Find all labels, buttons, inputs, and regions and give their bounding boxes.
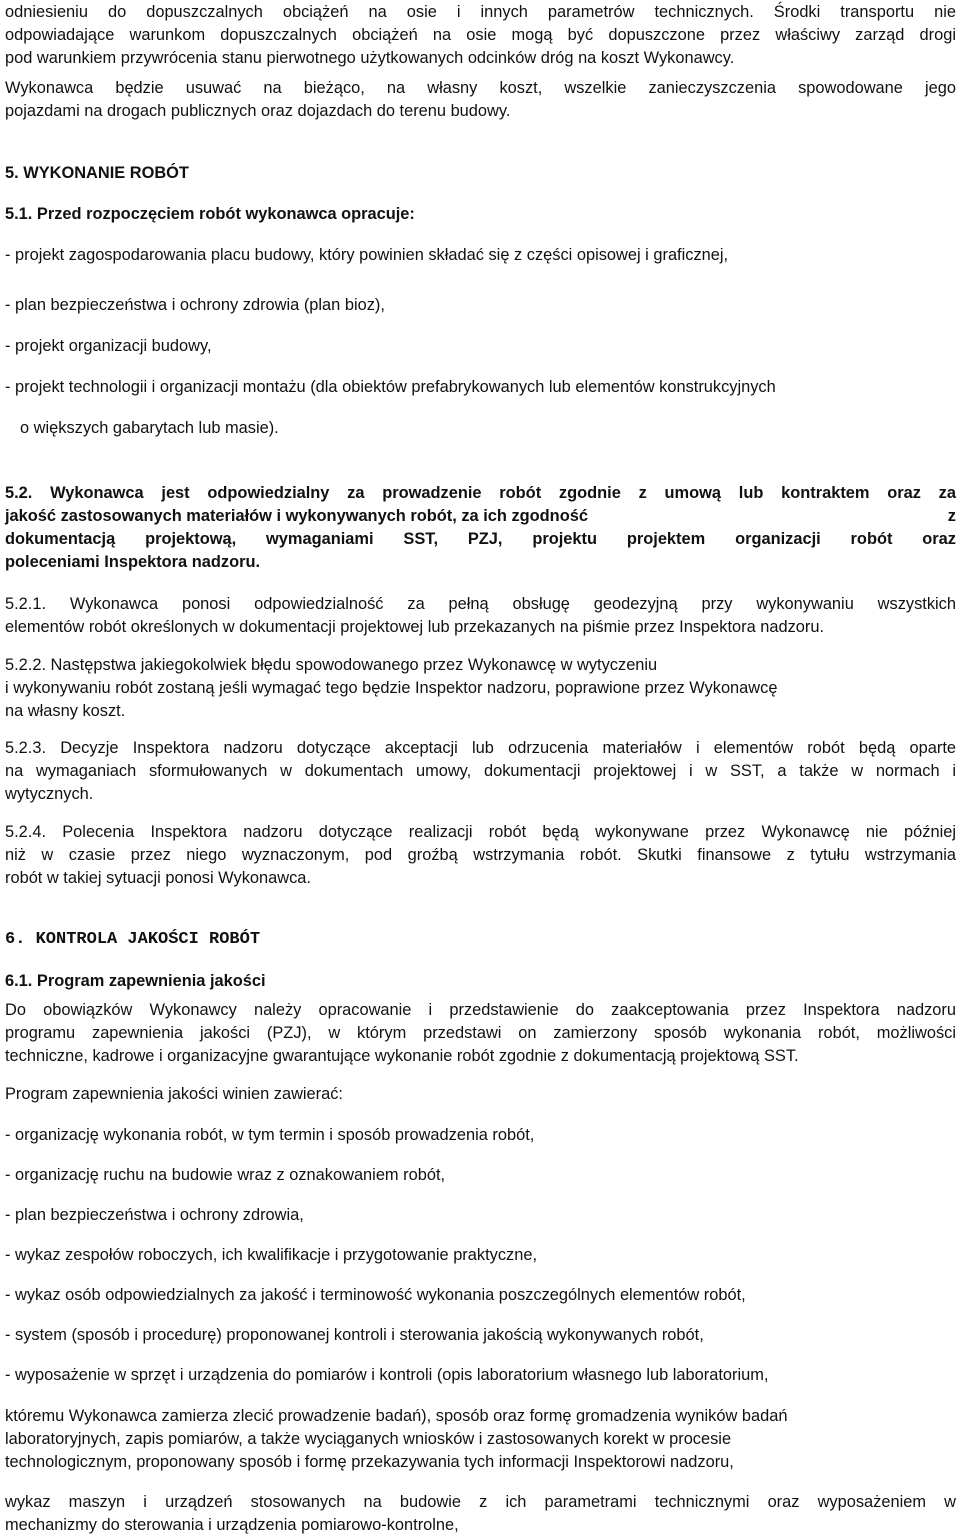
machines-line: wykaz maszyn i urządzeń stosowanych na budowie z ich parametrami technicznymi oraz wyposażeniem w: [5, 1493, 956, 1511]
s521-line: elementów robót określonych w dokumentacji projektowej lub przekazanych na piśmie przez Inspektora nadzoru.: [5, 618, 825, 636]
s61-line: programu zapewnienia jakości (PZJ), w którym przedstawi on zamierzony sposób wykonania robót, możliwości: [5, 1024, 956, 1042]
section-5-2-paragraph: [5, 482, 956, 574]
s52-line: dokumentacją projektową, wymaganiami SST, PZJ, projektu projektem organizacji robót oraz: [5, 530, 956, 548]
section-5-2-2-paragraph: [5, 654, 956, 723]
lab-line: któremu Wykonawca zamierza zlecić prowadzenie badań), sposób oraz formę gromadzenia wyników badań: [5, 1407, 788, 1425]
s524-line: 5.2.4. Polecenia Inspektora nadzoru dotyczące realizacji robót będą wykonywane przez Wykonawcę nie później: [5, 823, 956, 841]
section-6-1-paragraph: [5, 999, 956, 1068]
machines-paragraph: [5, 1491, 956, 1537]
s522-line: na własny koszt.: [5, 702, 126, 720]
section-5-2-3-paragraph: [5, 737, 956, 806]
s51-item: - projekt zagospodarowania placu budowy, który powinien składać się z części opisowej i graficznej,: [5, 246, 729, 264]
s524-line: niż w czasie przez niego wyznaczonym, pod groźbą wstrzymania robót. Skutki finansowe z tytułu wstrzymania: [5, 846, 956, 864]
intro-line: odpowiadające warunkom dopuszczalnych obciążeń na osie mogą być dopuszczone przez właściwy zarząd drogi: [5, 26, 956, 44]
lab-paragraph: [5, 1405, 956, 1474]
section-5-1-heading: 5.1. Przed rozpoczęciem robót wykonawca opracuje:: [5, 205, 415, 223]
pzj-item: - wykaz zespołów roboczych, ich kwalifikacje i przygotowanie praktyczne,: [5, 1246, 537, 1264]
intro-line: odniesieniu do dopuszczalnych obciążeń na osie i innych parametrów technicznych. Środki transportu nie: [5, 3, 956, 21]
s523-line: wytycznych.: [5, 785, 94, 803]
s61-line: Do obowiązków Wykonawcy należy opracowanie i przedstawienie do zaakceptowania przez Inspektora nadzoru: [5, 1001, 956, 1019]
machines-line: mechanizmy do sterowania i urządzenia pomiarowo-kontrolne,: [5, 1516, 459, 1534]
pzj-item: - organizację ruchu na budowie wraz z oznakowaniem robót,: [5, 1166, 446, 1184]
pzj-item: - wykaz osób odpowiedzialnych za jakość i terminowość wykonania poszczególnych elementów robót,: [5, 1286, 746, 1304]
pzj-item: - plan bezpieczeństwa i ochrony zdrowia,: [5, 1206, 304, 1224]
s51-continuation: o większych gabarytach lub masie).: [20, 419, 279, 437]
s61-line: techniczne, kadrowe i organizacyjne gwarantujące wykonanie robót zgodnie z dokumentacją projektową SST.: [5, 1047, 799, 1065]
s51-item: - projekt technologii i organizacji montażu (dla obiektów prefabrykowanych lub elementów konstrukcyjnych: [5, 378, 776, 396]
s52-line: 5.2. Wykonawca jest odpowiedzialny za prowadzenie robót zgodnie z umową lub kontraktem oraz za: [5, 484, 956, 502]
s522-line: i wykonywaniu robót zostaną jeśli wymagać tego będzie Inspektor nadzoru, poprawione przez Wykonawcę: [5, 679, 778, 697]
pzj-item: - wyposażenie w sprzęt i urządzenia do pomiarów i kontroli (opis laboratorium własnego lub laboratorium,: [5, 1366, 769, 1384]
s52-line: [5, 505, 956, 528]
s52-line-right: z: [947, 507, 956, 525]
s521-line: 5.2.1. Wykonawca ponosi odpowiedzialność za pełną obsługę geodezyjną przy wykonywaniu wszystkich: [5, 595, 956, 613]
s523-line: na wymaganiach sformułowanych w dokumentach umowy, dokumentacji projektowej i w SST, a także w normach i: [5, 762, 956, 780]
s52-line-left: jakość zastosowanych materiałów i wykonywanych robót, za ich zgodność: [5, 507, 588, 525]
cleaning-paragraph: [5, 77, 956, 123]
s523-line: 5.2.3. Decyzje Inspektora nadzoru dotyczące akceptacji lub odrzucenia materiałów i elementów robót będą oparte: [5, 739, 956, 757]
s524-line: robót w takiej sytuacji ponosi Wykonawca.: [5, 869, 311, 887]
intro-line: pod warunkiem przywrócenia stanu pierwotnego użytkowanych odcinków dróg na koszt Wykonawcy.: [5, 49, 735, 67]
pzj-item: - system (sposób i procedurę) proponowanej kontroli i sterowania jakością wykonywanych robót,: [5, 1326, 704, 1344]
pzj-intro: Program zapewnienia jakości winien zawierać:: [5, 1085, 343, 1103]
pzj-item: - organizację wykonania robót, w tym termin i sposób prowadzenia robót,: [5, 1126, 535, 1144]
lab-line: laboratoryjnych, zapis pomiarów, a także wyciąganych wniosków i zastosowanych korekt w procesie: [5, 1430, 732, 1448]
s51-item: - projekt organizacji budowy,: [5, 337, 212, 355]
intro-paragraph: [5, 1, 956, 70]
cleaning-line: Wykonawca będzie usuwać na bieżąco, na własny koszt, wszelkie zanieczyszczenia spowodowane jego: [5, 79, 956, 97]
section-5-2-4-paragraph: [5, 821, 956, 890]
s52-line: poleceniami Inspektora nadzoru.: [5, 553, 261, 571]
s51-item: - plan bezpieczeństwa i ochrony zdrowia (plan bioz),: [5, 296, 385, 314]
cleaning-line: pojazdami na drogach publicznych oraz dojazdach do terenu budowy.: [5, 102, 511, 120]
section-5-2-1-paragraph: [5, 593, 956, 639]
lab-line: technologicznym, proponowany sposób i formę przekazywania tych informacji Inspektorowi nadzoru,: [5, 1453, 734, 1471]
section-5-heading: 5. WYKONANIE ROBÓT: [5, 164, 189, 182]
section-6-1-heading: 6.1. Program zapewnienia jakości: [5, 972, 266, 990]
s522-line: 5.2.2. Następstwa jakiegokolwiek błędu spowodowanego przez Wykonawcę w wytyczeniu: [5, 656, 658, 674]
section-6-heading: 6. KONTROLA JAKOŚCI ROBÓT: [5, 930, 261, 949]
